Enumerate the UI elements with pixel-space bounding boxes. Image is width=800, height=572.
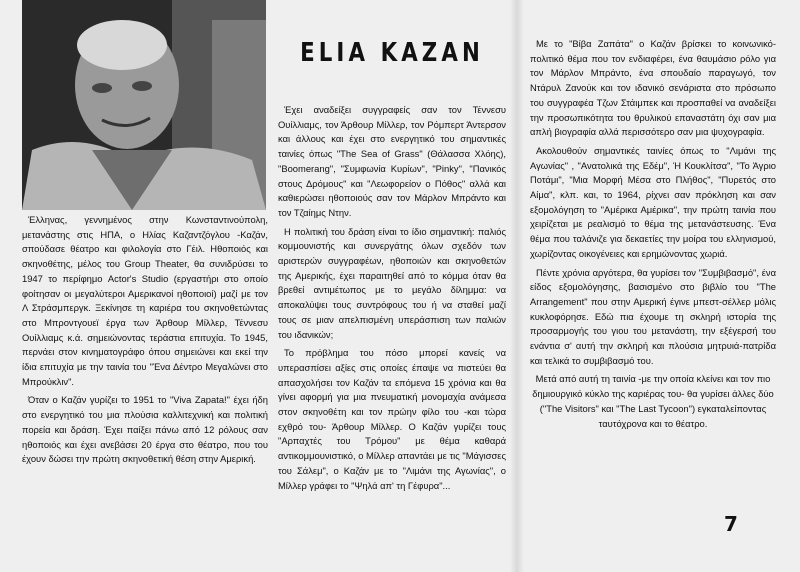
paragraph: Έλληνας, γεννημένος στην Κωνσταντινούπολη, μετανάστης στις ΗΠΑ, ο Ηλίας Καζαντζόγλου -Καζάν, σπούδασε θέατρο και φιλολογία στο Γέιλ. Ηθοποιός και σκηνοθέτης, μέλος του Group Theater, θα συνιδρύσει το 1947 το περίφημο Actor's Studio (εργαστήρι στο οποίο φοίτησαν οι μεγαλύτεροι Αμερικανοί ηθοποιοί) μαζί με τον Λ Στράσμπεργκ. Ξεκίνησε τη καριέρα του σκηνοθετώντας στο Μπροντγουεϊ έργα των Άρθουρ Μίλλερ, Τέννεσυ Ουίλλιαμς κ.ά. σημειώνοντας τεράστια επιτυχία. Το 1945, περνάει στον κινηματογράφο όπου σημειώνει και εκεί την ίδια επιτυχία με την ταινία του "Ένα Δέντρο Μεγαλώνει στο Μπρούκλιν". — [22, 214, 268, 387]
text-column-2 — [278, 103, 506, 497]
page-title: ELIA KAZAN — [300, 38, 484, 68]
paragraph: Το πρόβλημα του πόσο μπορεί κανείς να υπερασπίσει αξίες στις οποίες έπαψε να πιστεύει θα απασχολήσει τον Καζάν τα επόμενα 15 χρόνια και θα γίνει αφορμή για μια πνευματική μονομαχία ανάμεσα στον σκηνοθέτη και τον πρώην φίλο του -και τώρα εχθρό του- Άρθουρ Μίλλερ. Ο Καζάν γυρίζει τους "Αρπαχτές του Τρόμου" με θέμα καθαρά αντικομμουνιστικό, ο Μίλλερ απαντάει με τις "Μάγισσες του Σάλεμ", ο Καζάν με το "Λιμάνι της Αγωνίας", ο Μίλλερ γράφει το "Ψηλά απ' τη Γέφυρα"... — [278, 347, 506, 491]
paragraph: Πέντε χρόνια αργότερα, θα γυρίσει τον "Συμβιβασμό", ένα είδος εξομολόγησης, βασισμένο στο βιβλίο του "The Arrangement" που στην Αμερική έγινε μπεστ-σέλλερ μόλις κυκλοφόρησε. Εδώ πια έχουμε τη σκληρή ιστορία της προσαρμογής του γιου του μετανάστη, την εξέγερσή του ενάντια σ' αυτή την σκληρή και πλούσια μητρυιά-πατρίδα και τελικά το συμβιβασμό του. — [530, 266, 776, 366]
paragraph: Μετά από αυτή τη ταινία -με την οποία κλείνει και τον πιο δημιουργικό κύκλο της καριέρας του- θα γυρίσει άλλες δύο ("The Visitors" και "The Last Tycoon") εγκαταλείποντας ταυτόχρονα και το θέατρο. — [532, 373, 774, 429]
paragraph: Με το "Βίβα Ζαπάτα" ο Καζάν βρίσκει το κοινωνικό-πολιτικό θέμα που τον ενδιαφέρει, ένα θαυμάσιο ρόλο για τον Μάρλον Μπράντο, ένα σπουδαίο παραγωγό, τον Ντάρυλ Ζανούκ και τον ιδανικό σενάριστα στο πρόσωπο του συγγραφέα Τζων Στάιμπεκ και προσπαθεί να αναδείξει την προσωπικότητα του θρυλικού επαναστάτη όχι σαν μια απλή βιογραφία αλλά περισσότερο σαν μια ψυχογραφία. — [530, 38, 776, 138]
page-number: 7 — [724, 512, 738, 536]
paragraph: Όταν ο Καζάν γυρίζει το 1951 το "Viva Zapata!" έχει ήδη στο ενεργητικό του μια πλούσια καλλιτεχνική και πολιτική πορεία και δράση. Έχει παίξει πάνω από 12 ρόλους σαν ηθοποιός και έχει ανεβάσει 20 έργα στο θέατρο, που του έχουν δώσει την πρώτη σκηνοθετική θέση στην Αμερική. — [22, 394, 268, 465]
portrait-photo — [22, 0, 266, 210]
page-gutter — [510, 0, 524, 572]
paragraph: Ακολουθούν σημαντικές ταινίες όπως το "Λιμάνι της Αγωνίας" , "Ανατολικά της Εδέμ", Ή Κουκλίτσα", "Το Άγριο Ποτάμι", "Μια Μορφή Μέσα στο Πλήθος", "Πυρετός στο Αίμα", κλπ. και, το 1964, ρίχνει σαν πρόκληση και σαν εξομολόγηση το "Αμέρικα Αμέρικα", την πρώτη ταινία που χειρίζεται με ρεαλισμό το θέμα της μετανάστευσης. Ένα θέμα που ταλάνιζε για δεκαετίες την μοίρα του ελληνισμού, χωρίζοντας οικογένειες και ερημώνοντας χωριά. — [530, 144, 776, 259]
text-column-3 — [530, 37, 776, 435]
paragraph: Έχει αναδείξει συγγραφείς σαν τον Τέννεσυ Ουίλλιαμς, τον Άρθουρ Μίλλερ, τον Ρόμπερτ Άντερσον και άλλους και έχει στο ενεργητικό του σημαντικές ταινίες όπως "The Sea of Grass" (Θάλασσα Χλόης), "Boomerang", "Συμφωνία Κυρίων", "Pinky", "Πανικός στους Δρόμους" και "Λεωφορείον ο Πόθος" αλλά και καθιερώσει ηθοποιούς σαν τον Μάρλον Μπράντο και τον Τζαίημς Ντην. — [278, 104, 506, 218]
paragraph: Η πολιτική του δράση είναι το ίδιο σημαντική: παλιός κομμουνιστής και συνεργάτης όλων σχεδόν των αριστερών συγγραφέων, ηθοποιών και σκηνοθετών της Αμερικής, έχει παραιτηθεί από το κόμμα όταν θα βρεθεί αντιμέτωπος με το μεγάλο δίλημμα: να αποκαλύψει τους συντρόφους του ή να σταθεί μαζί τους σε μιαν απελπισμένη υπεράσπιση των παλιών του ιδανικών; — [278, 225, 506, 340]
portrait-photo-icon — [22, 0, 266, 210]
text-column-1 — [22, 213, 268, 471]
